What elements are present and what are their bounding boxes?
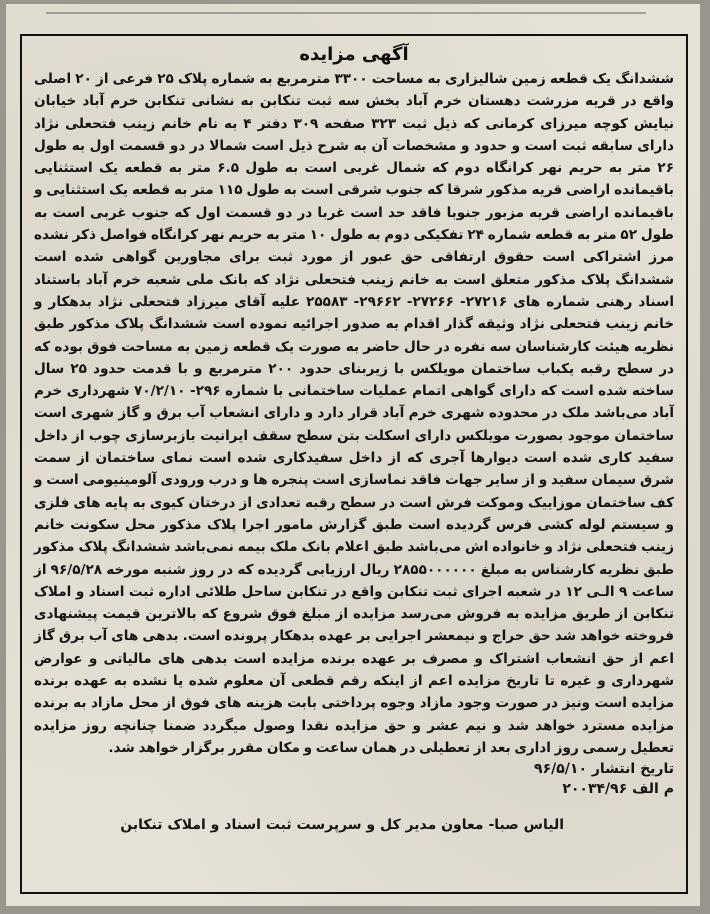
notice-title: آگهی مزایده (299, 44, 409, 65)
newspaper-clipping (6, 4, 700, 906)
clipping-top-edge (46, 12, 646, 14)
reference-number: م الف ۲۰۰۳۴/۹۶ (562, 781, 674, 798)
notice-frame (20, 34, 688, 894)
signature-line: الیاس صبا- معاون مدیر کل و سرپرست ثبت اسناد و املاک تنکابن (120, 817, 564, 834)
publish-date: تاریخ انتشار ۹۶/۵/۱۰ (534, 761, 674, 778)
notice-body: ششدانگ یک قطعه زمین شالیزاری به مساحت ۳۳۰۰ مترمربع به شماره پلاک ۲۵ فرعی از ۲۰ اصلی واقع در قریه مزرشت دهستان خرم آباد بخش سه ثبت تنکابن به نشانی تنکابن خرم آباد خیابان نیایش کوچه میرزای کرمانی که ذیل ثبت ۳۲۳ صفحه ۳۰۹ دفتر ۴ به نام خانم زینب فتحعلی نژاد دارای سابقه ثبت است و حدود و مشخصات آن به شرح ذیل است شمالا در دو قسمت اول به طول ۲۶ متر به حریم نهر کرانگاه دوم که شمال غربی است به طول ۶.۵ متر به قطعه یک استثنایی باقیمانده اراضی قریه مذکور شرقا که جنوب شرقی است به طول ۱۱۵ متر به قطعه یک استثنایی و باقیمانده اراضی قریه مزبور جنوبا فاقد حد است غربا در دو قسمت اول که جنوب غربی است به طول ۵۲ متر به قطعه شماره ۲۴ تفکیکی دوم به طول ۱۰ متر به حریم نهر کرانگاه فواصل ذکر نشده مرز اشتراکی است حقوق ارتفاقی حق عبور از مورد ثبت برای مجاورین گواهی شده است ششدانگ پلاک مذکور متعلق است به خانم زینب فتحعلی نژاد که بانک ملی شعبه خرم آباد باستناد اسناد رهنی شماره های ۲۷۲۱۶- ۲۷۲۶۶- ۲۹۶۶۲- ۲۵۵۸۳ علیه آقای میرزاد فتحعلی نژاد بدهکار و خانم زینب فتحعلی نژاد وثیقه گذار اقدام به صدور اجرائیه نموده است ششدانگ پلاک مذکور طبق نظریه هیئت کارشناسان سه نفره در حال حاضر به صورت یک قطعه زمین به مساحت فوق بوده که در سطح رقبه یکباب ساختمان مویلکس با زیربنای حدود ۲۰۰ مترمربع و با قدمت حدود ۲۵ سال ساخته شده است که دارای گواهی اتمام عملیات ساختمانی با شماره ۲۹۶- ۷۰/۲/۱۰ شهرداری خرم آباد می‌باشد ملک در محدوده شهری خرم آباد قرار دارد و دارای انشعاب آب برق و گاز شهری است ساختمان موجود بصورت مویلکس دارای اسکلت بتن سطح سقف ایرانیت بازبرسازی چوب از داخل سفید کاری شده است دیوارها آجری که از داخل سفیدکاری شده است نمای ساختمان از سمت شرق سیمان سفید و از سایر جهات فاقد نماسازی است پنجره ها و درب ورودی آلومینیومی است و کف ساختمان موزاییک وموکت فرش است در سطح رقبه تعدادی از درختان کیوی به پایه های فلزی و سیستم لوله کشی فرس گردیده است طبق گزارش مامور اجرا پلاک مذکور محل سکونت خانم زینب فتحعلی نژاد و خانواده اش می‌باشد طبق اعلام بانک ملک بیمه نمی‌باشد ششدانگ پلاک مذکور طبق نظریه کارشناس به مبلغ ۲۸۵۵۰۰۰۰۰۰ ریال ارزیابی گردیده که در روز شنبه مورخه ۹۶/۵/۲۸ از ساعت ۹ الـی ۱۲ در شعبه اجرای ثبت تنکابن واقع در تنکابن ساحل طلائی اداره ثبت اسناد و املاک تنکابن از طریق مزایده به فروش می‌رسد مزایده از مبلغ فوق شروع که بالاترین قیمت پیشنهادی فروخته خواهد شد حق حراج و نیمعشر اجرایی بر عهده بدهکار پرونده است. بدهی های آب برق گاز اعم از حق انشعاب اشتراک و مصرف بر عهده برنده مزایده است بدهی های مالیاتی و عوارض شهرداری و غیره تا تاریخ مزایده اعم از اینکه رقم قطعی آن معلوم شده یا نشده به عهده برنده مزایده است ونیز در صورت وجود مازاد وجوه پرداختی بابت هزینه های فوق از محل مازاد به برنده مزایده مسترد خواهد شد و نیم عشر و حق مزایده نقدا وصول میگردد ضمنا چنانچه روز مزایده تعطیل رسمی روز اداری بعد از تعطیلی در همان ساعت و مکان مقرر برگزار خواهد شد. (34, 71, 675, 756)
